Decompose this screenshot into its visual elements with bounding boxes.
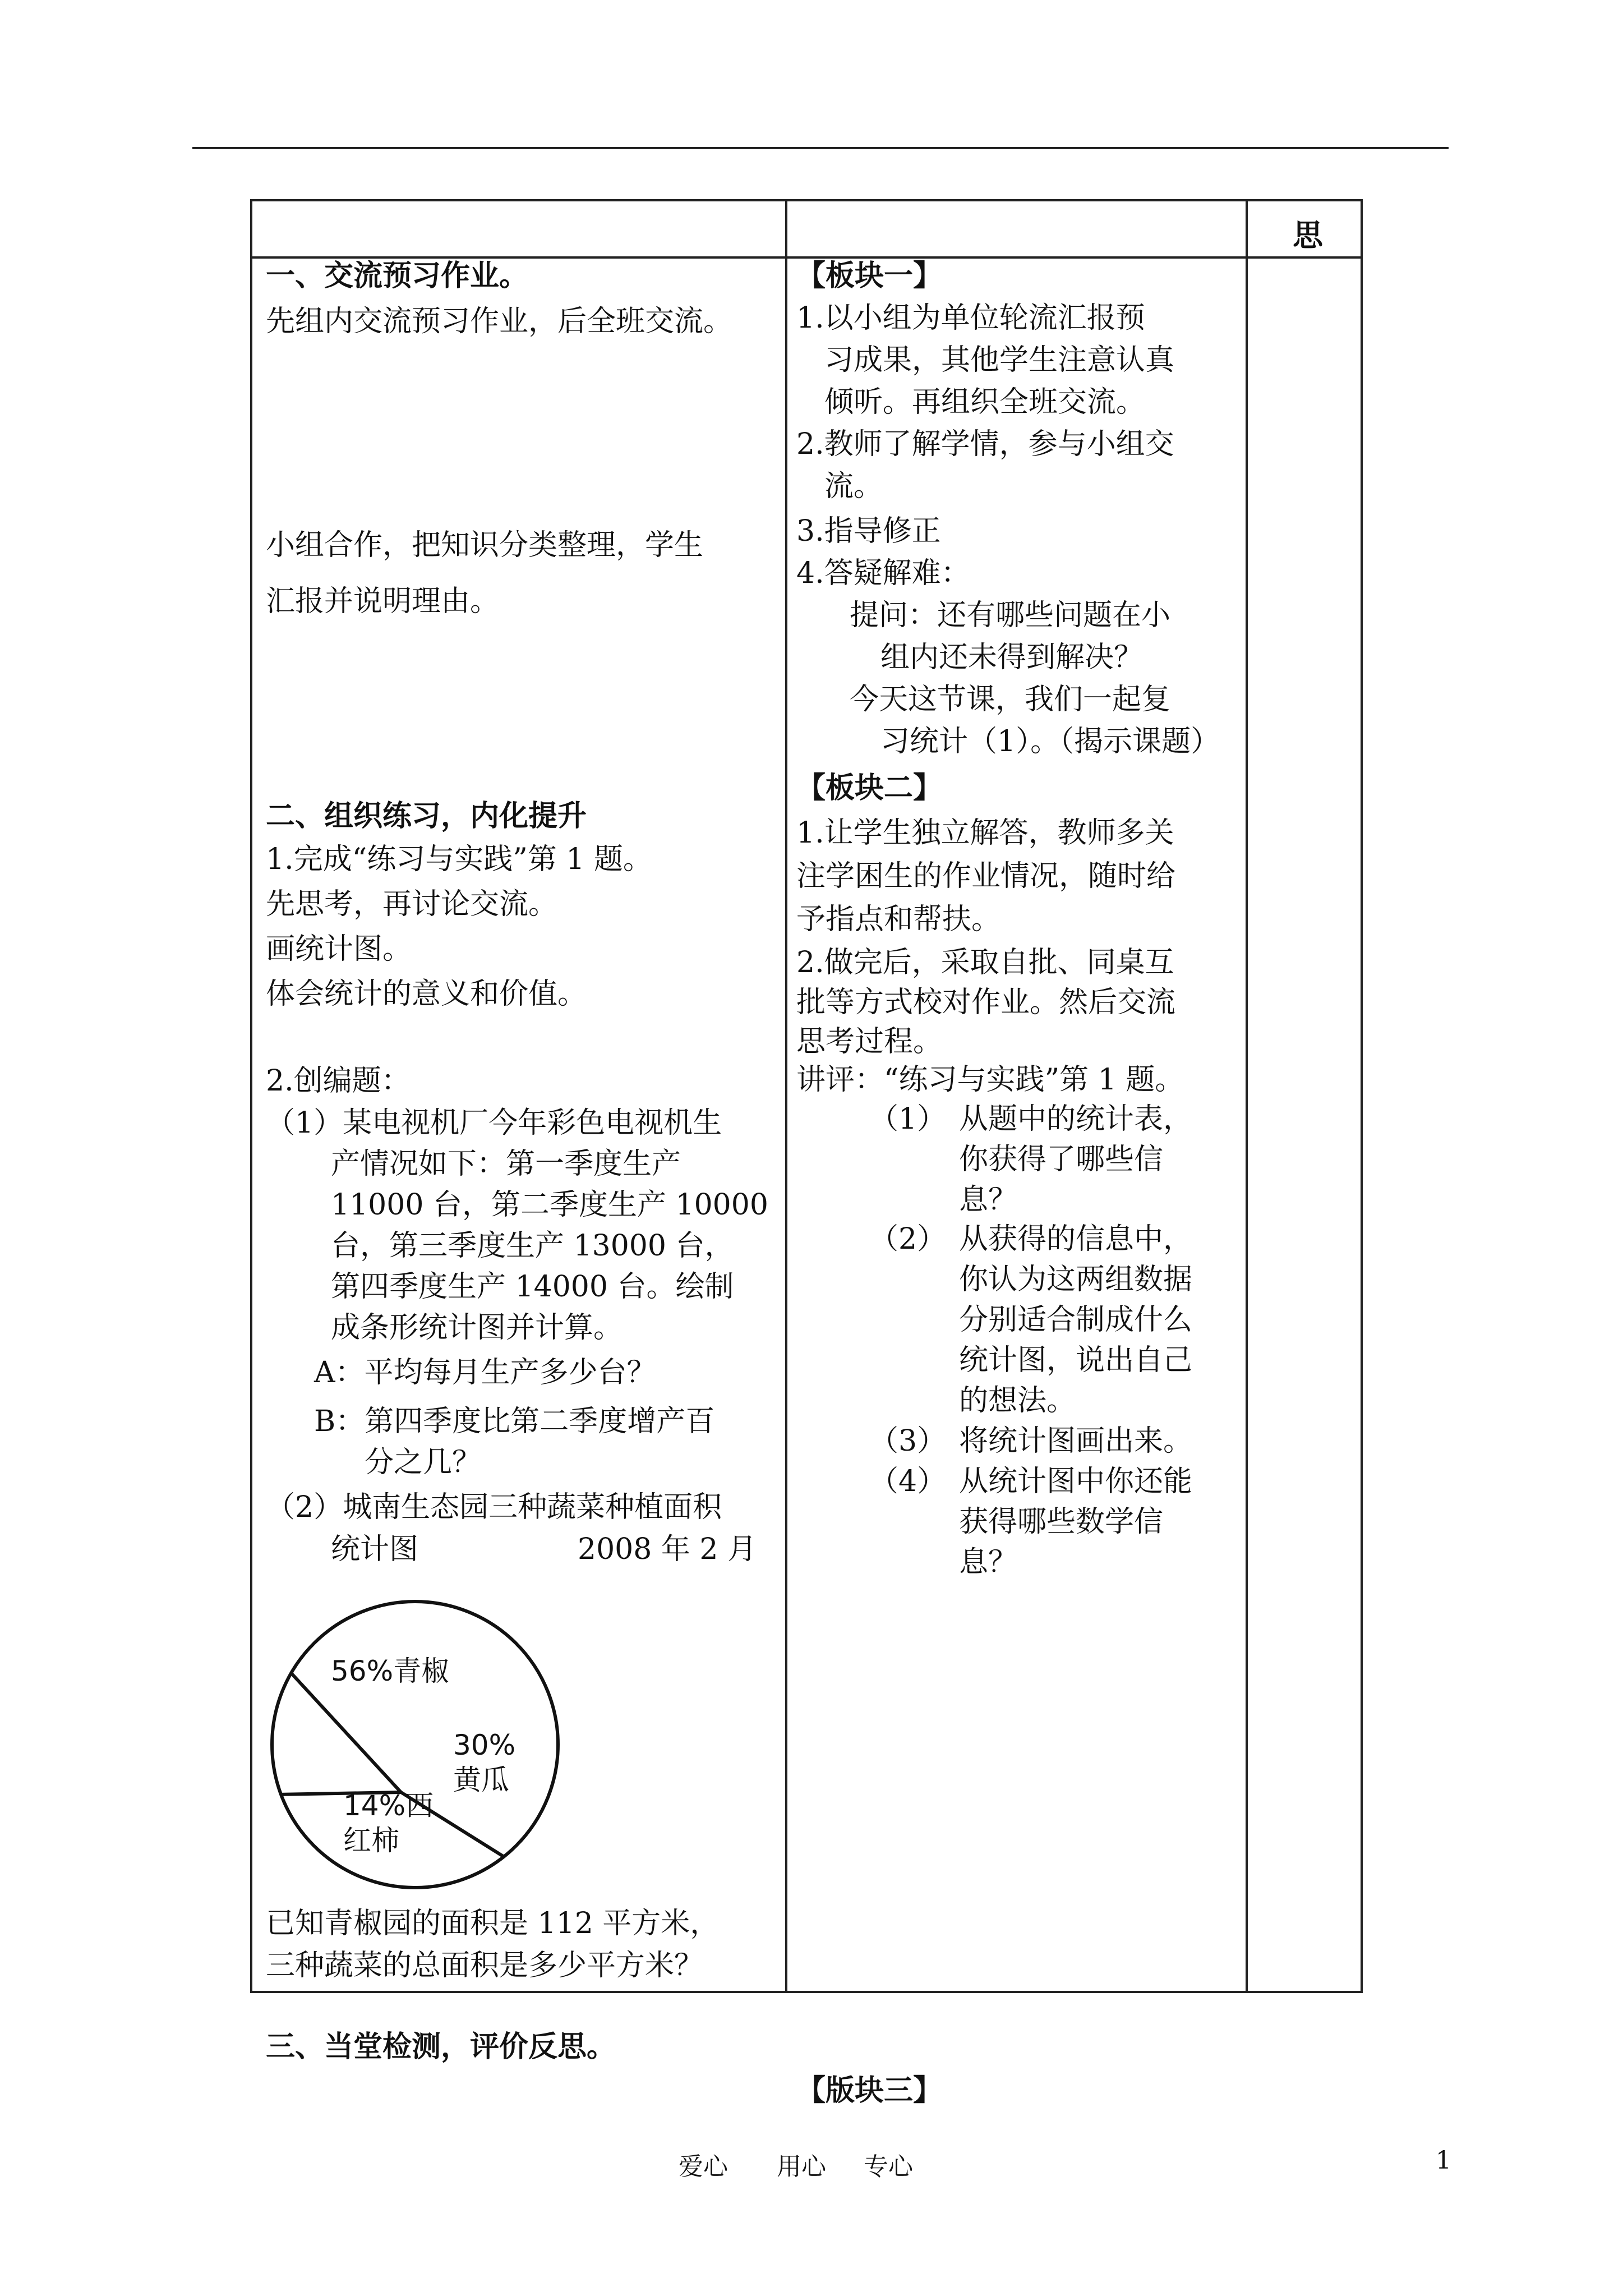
text-line: 组内还未得到解决？ [880, 641, 1144, 674]
footer-slogan-1: 爱心 [679, 2152, 728, 2181]
text-line: （1）某电视机厂今年彩色电视机生 [266, 1106, 722, 1140]
text-line: 分别适合制成什么 [959, 1303, 1193, 1337]
text-line: 先思考，再讨论交流。 [266, 887, 558, 921]
text-line: 你认为这两组数据 [959, 1263, 1193, 1296]
footer-slogan-2: 用心 [777, 2152, 826, 2181]
text-line: 三种蔬菜的总面积是多少平方米？ [266, 1949, 704, 1982]
text-line: 息？ [959, 1183, 1018, 1217]
text-line: 3.指导修正 [796, 514, 941, 548]
text-line: 体会统计的意义和价值。 [266, 977, 587, 1011]
pie-pct-cucumber: 30% [453, 1729, 516, 1761]
pie-label-cucumber: 黄瓜 [453, 1764, 509, 1796]
text-line: 予指点和帮扶。 [796, 903, 1001, 936]
text-line: 从统计图中你还能 [959, 1465, 1193, 1498]
text-line: 汇报并说明理由。 [266, 585, 500, 618]
pie-chart [264, 1593, 578, 1896]
text-line: 习统计（1）。（揭示课题） [880, 725, 1220, 758]
text-line: 批等方式校对作业。然后交流 [796, 986, 1176, 1019]
text-line: 讲评：“练习与实践”第 1 题。 [796, 1063, 1184, 1097]
item-number: （1） [869, 1102, 947, 1136]
text-line: 习成果，其他学生注意认真 [824, 343, 1175, 377]
text-line: （2）城南生态园三种蔬菜种植面积 [266, 1490, 722, 1524]
text-line: 2.创编题： [266, 1064, 411, 1098]
pie-label-tomato-cont: 红柿 [343, 1824, 399, 1857]
text-line: 将统计图画出来。 [959, 1424, 1193, 1458]
text-line: 从题中的统计表， [959, 1102, 1193, 1136]
block2-title: 【板块二】 [796, 771, 943, 805]
text-line: 分之几？ [365, 1446, 482, 1479]
item-number: （2） [869, 1222, 947, 1256]
header-rule [192, 147, 1449, 149]
text-line: 息？ [959, 1545, 1018, 1579]
text-line: 流。 [824, 470, 883, 503]
text-line: 成条形统计图并计算。 [331, 1311, 623, 1345]
text-line: 获得哪些数学信 [959, 1505, 1164, 1539]
text-line: 台，第三季度生产 13000 台， [331, 1229, 734, 1263]
block3-title: 【版块三】 [796, 2073, 943, 2108]
pie-label-tomato: 14%西 [343, 1789, 434, 1822]
text-line: 思考过程。 [796, 1025, 943, 1059]
text-line: 4.答疑解难： [796, 556, 970, 590]
text-line: 倾听。再组织全班交流。 [824, 385, 1146, 419]
section2-title: 二、组织练习，内化提升 [266, 799, 587, 833]
text-line: 的想法。 [959, 1384, 1076, 1418]
text-line: 你获得了哪些信 [959, 1143, 1164, 1176]
text-line: 提问：还有哪些问题在小 [850, 599, 1171, 632]
footer-slogan-3: 专心 [864, 2152, 913, 2181]
text-line: 从获得的信息中， [959, 1222, 1193, 1256]
text-line: 今天这节课，我们一起复 [850, 683, 1171, 716]
col-divider-2 [1246, 201, 1248, 1991]
pie-divider [291, 1673, 401, 1793]
text-line: A：平均每月生产多少台？ [314, 1356, 656, 1389]
text-line: 产情况如下：第一季度生产 [331, 1147, 681, 1181]
text-line: 注学困生的作业情况，随时给 [796, 859, 1176, 893]
text-line: 统计图，说出自己 [959, 1343, 1193, 1377]
item-number: （3） [869, 1424, 947, 1458]
section1-title: 一、交流预习作业。 [266, 259, 529, 293]
text-line: 2.教师了解学情，参与小组交 [796, 427, 1174, 461]
block1-title: 【板块一】 [796, 259, 943, 293]
text-line: 画统计图。 [266, 932, 412, 966]
text-line: 第四季度生产 14000 台。绘制 [331, 1270, 734, 1304]
text-line: B：第四季度比第二季度增产百 [314, 1405, 715, 1438]
page-number: 1 [1436, 2146, 1451, 2175]
section3-title: 三、当堂检测，评价反思。 [266, 2030, 616, 2064]
text-line: 11000 台，第二季度生产 10000 [331, 1188, 768, 1222]
text-line: 小组合作，把知识分类整理，学生 [266, 528, 704, 562]
text-line: 2008 年 2 月 [578, 1533, 757, 1566]
text-line: 1.让学生独立解答，教师多关 [796, 816, 1174, 850]
text-line: 1.以小组为单位轮流汇报预 [796, 301, 1145, 335]
text-line: 先组内交流预习作业，后全班交流。 [266, 305, 733, 338]
text-line: 统计图 [331, 1533, 419, 1566]
text-line: 2.做完后，采取自批、同桌互 [796, 946, 1174, 979]
text-line: 1.完成“练习与实践”第 1 题。 [266, 843, 652, 876]
reflection-col-header: 思 [1293, 217, 1323, 253]
pie-label-pepper: 56%青椒 [331, 1655, 450, 1687]
text-line: 已知青椒园的面积是 112 平方米， [266, 1907, 720, 1940]
item-number: （4） [869, 1465, 947, 1498]
col-divider-1 [785, 201, 787, 1991]
